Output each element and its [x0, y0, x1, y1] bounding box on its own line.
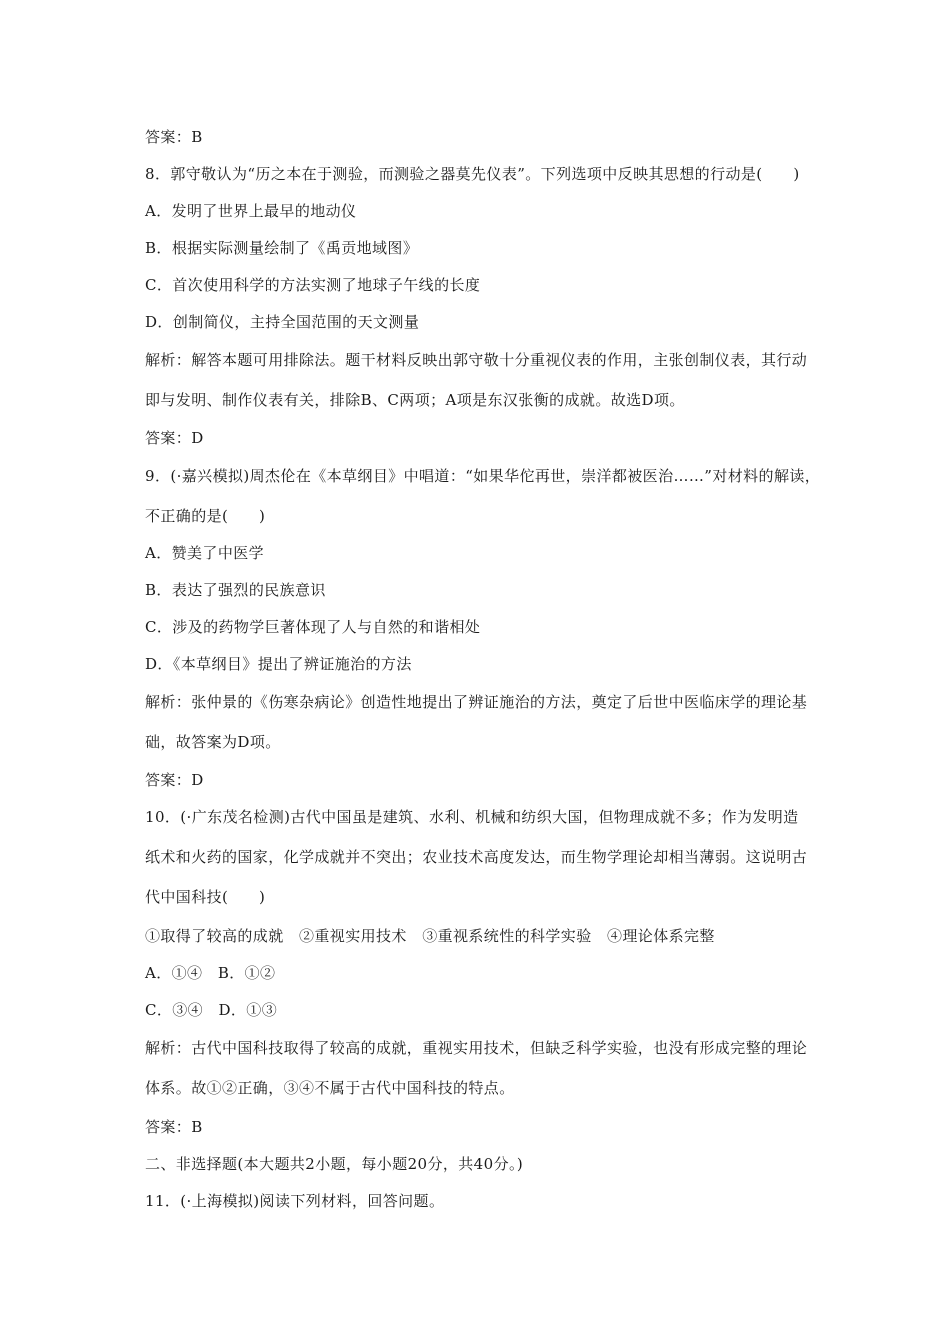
q9-analysis-line-1: 解析：张仲景的《伤寒杂病论》创造性地提出了辨证施治的方法，奠定了后世中医临床学的理论基	[145, 693, 808, 711]
question-11-stem: 11．(·上海模拟)阅读下列材料，回答问题。	[145, 1192, 445, 1210]
q8-analysis-line-2: 即与发明、制作仪表有关，排除B、C两项；A项是东汉张衡的成就。故选D项。	[145, 391, 685, 409]
q10-options-cd: C．③④ D．①③	[145, 1001, 278, 1019]
answer-7: 答案：B	[145, 128, 203, 146]
q10-options-ab: A．①④ B．①②	[145, 964, 276, 982]
answer-10: 答案：B	[145, 1118, 203, 1136]
question-9-stem-line-2: 不正确的是( )	[145, 507, 266, 525]
q9-option-d: D．《本草纲目》提出了辨证施治的方法	[145, 655, 412, 673]
question-10-stem-line-1: 10．(·广东茂名检测)古代中国虽是建筑、水利、机械和纺织大国，但物理成就不多；作为发明造	[145, 808, 799, 826]
question-10-stem-line-3: 代中国科技( )	[145, 888, 266, 906]
q9-option-b: B．表达了强烈的民族意识	[145, 581, 326, 599]
answer-8: 答案：D	[145, 429, 204, 447]
q8-option-b: B．根据实际测量绘制了《禹贡地域图》	[145, 239, 419, 257]
q8-option-a: A．发明了世界上最早的地动仪	[145, 202, 357, 220]
q10-analysis-line-1: 解析：古代中国科技取得了较高的成就，重视实用技术，但缺乏科学实验，也没有形成完整的理论	[145, 1039, 808, 1057]
q9-option-a: A．赞美了中医学	[145, 544, 265, 562]
q8-option-c: C．首次使用科学的方法实测了地球子午线的长度	[145, 276, 481, 294]
q8-option-d: D．创制简仪，主持全国范围的天文测量	[145, 313, 420, 331]
q9-option-c: C．涉及的药物学巨著体现了人与自然的和谐相处	[145, 618, 481, 636]
q10-analysis-line-2: 体系。故①②正确，③④不属于古代中国科技的特点。	[145, 1079, 515, 1097]
q10-statements: ①取得了较高的成就 ②重视实用技术 ③重视系统性的科学实验 ④理论体系完整	[145, 927, 715, 945]
question-10-stem-line-2: 纸术和火药的国家，化学成就并不突出；农业技术高度发达，而生物学理论却相当薄弱。这说明古	[145, 848, 808, 866]
q9-analysis-line-2: 础，故答案为D项。	[145, 733, 281, 751]
answer-9: 答案：D	[145, 771, 204, 789]
section-two-heading: 二、非选择题(本大题共2小题，每小题20分，共40分。)	[145, 1155, 524, 1173]
question-9-stem-line-1: 9．(·嘉兴模拟)周杰伦在《本草纲目》中唱道：“如果华佗再世，崇洋都被医治……”对材料的解读，	[145, 467, 821, 485]
question-8-stem: 8．郭守敬认为“历之本在于测验，而测验之器莫先仪表”。下列选项中反映其思想的行动是( )	[145, 165, 800, 183]
q8-analysis-line-1: 解析：解答本题可用排除法。题干材料反映出郭守敬十分重视仪表的作用，主张创制仪表，其行动	[145, 351, 808, 369]
